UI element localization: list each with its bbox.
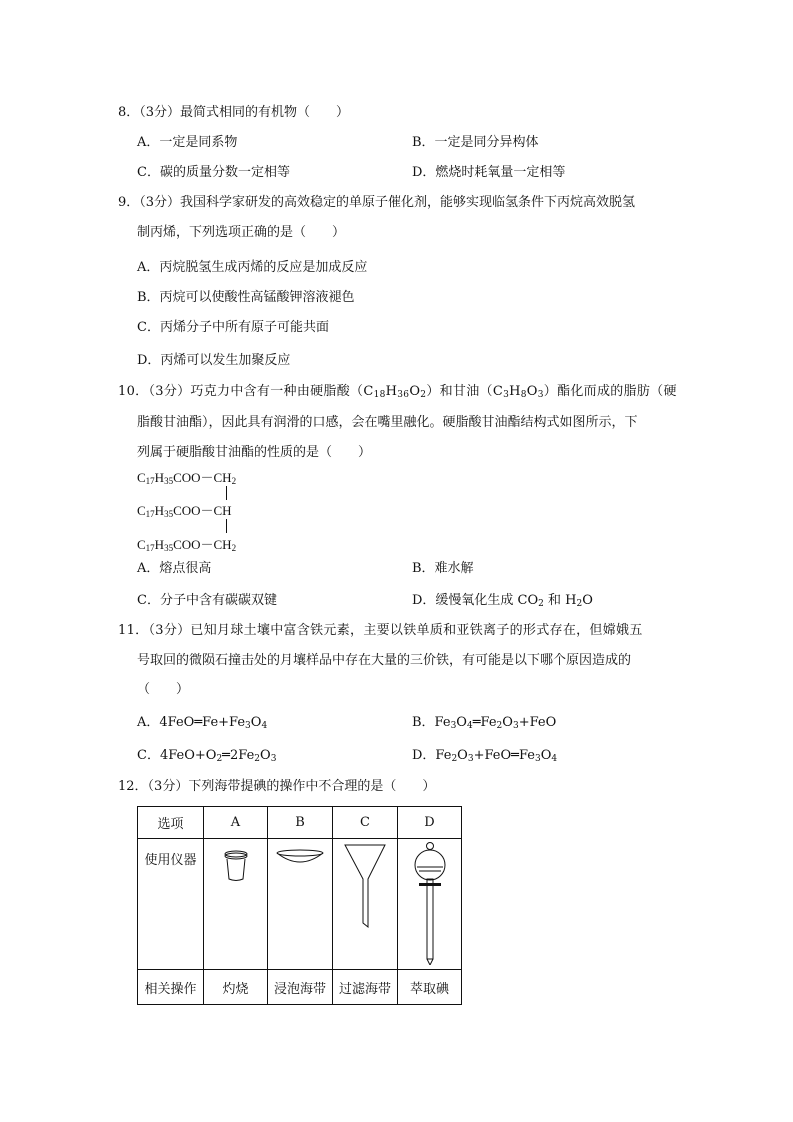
structure-line1: $C_{17}H_{35}COO-CH_2$ (137, 470, 237, 486)
header-cell: D (398, 807, 462, 839)
instrument-table (137, 806, 462, 1005)
operation-cell: 过滤海带 (333, 970, 398, 1005)
q11-option-a: A．$4FeO═Fe+Fe_3O_4$ (137, 715, 268, 731)
instrument-label: 使用仪器 (138, 839, 204, 970)
q10-stem-line3: 列属于硬脂酸甘油酯的性质的是（ ） (137, 445, 372, 460)
structure-line3: $C_{17}H_{35}COO-CH_2$ (137, 537, 237, 553)
q10-option-d: D．缓慢氧化生成 $CO_2$ 和 $H_2O$ (412, 593, 593, 609)
q11-option-b: B．$Fe_3O_4═Fe_2O_3+FeO$ (412, 715, 557, 731)
q11-option-c: C．$4FeO+O_2═2Fe_2O_3$ (137, 748, 277, 764)
q12-stem: 12．（3分）下列海带提碘的操作中不合理的是（ ） (118, 779, 436, 794)
crucible-icon (204, 839, 268, 970)
q11-stem-line2: 号取回的微陨石撞击处的月壤样品中存在大量的三价铁，有可能是以下哪个原因造成的 (137, 653, 632, 668)
q11-stem-line3: （ ） (137, 682, 190, 697)
q10-stem-line2: 脂酸甘油酯），因此具有润滑的口感，会在嘴里融化。硬脂酸甘油酯结构式如图所示，下 (137, 415, 638, 430)
q10-option-a: A．熔点很高 (137, 561, 212, 576)
header-cell: 选项 (138, 807, 204, 839)
q10-option-b: B．难水解 (412, 561, 474, 576)
bond-line (226, 486, 227, 500)
evaporating-dish-icon (268, 839, 333, 970)
q8-option-c: C．碳的质量分数一定相等 (137, 165, 290, 180)
q8-option-b: B．一定是同分异构体 (412, 135, 539, 150)
operation-cell: 萃取碘 (398, 970, 462, 1005)
q8-option-a: A．一定是同系物 (137, 135, 238, 150)
bond-line (226, 519, 227, 533)
header-cell: C (333, 807, 398, 839)
q8-option-d: D．燃烧时耗氧量一定相等 (412, 165, 566, 180)
q9-stem-line1: 9．（3分）我国科学家研发的高效稳定的单原子催化剂，能够实现临氢条件下丙烷高效脱氢 (118, 195, 636, 210)
q9-stem-line2: 制丙烯，下列选项正确的是（ ） (137, 225, 346, 240)
funnel-icon (333, 839, 398, 970)
q10-option-c: C．分子中含有碳碳双键 (137, 593, 277, 608)
header-cell: B (268, 807, 333, 839)
q9-option-b: B．丙烷可以使酸性高锰酸钾溶液褪色 (137, 290, 355, 305)
structure-line2: $C_{17}H_{35}COO-CH$ (137, 503, 232, 519)
operation-cell: 浸泡海带 (268, 970, 333, 1005)
q11-stem-line1: 11．（3分）已知月球土壤中富含铁元素，主要以铁单质和亚铁离子的形式存在，但嫦娥五 (118, 623, 643, 638)
q11-option-d: D．$Fe_2O_3+FeO═Fe_3O_4$ (412, 748, 558, 764)
operation-label: 相关操作 (138, 970, 204, 1005)
q8-stem: 8．（3分）最简式相同的有机物（ ） (118, 105, 350, 120)
operation-cell: 灼烧 (204, 970, 268, 1005)
header-cell: A (204, 807, 268, 839)
q9-option-a: A．丙烷脱氢生成丙烯的反应是加成反应 (137, 260, 368, 275)
q9-option-c: C．丙烯分子中所有原子可能共面 (137, 320, 329, 335)
q10-stem-line1: 10．（3分）巧克力中含有一种由硬脂酸$(C_{18}H_{36}O_2)$和甘油$(C_3H_8O_3)$酯化而成的脂肪（硬 (118, 384, 677, 400)
q9-option-d: D．丙烯可以发生加聚反应 (137, 353, 291, 368)
separatory-funnel-icon (398, 839, 462, 970)
